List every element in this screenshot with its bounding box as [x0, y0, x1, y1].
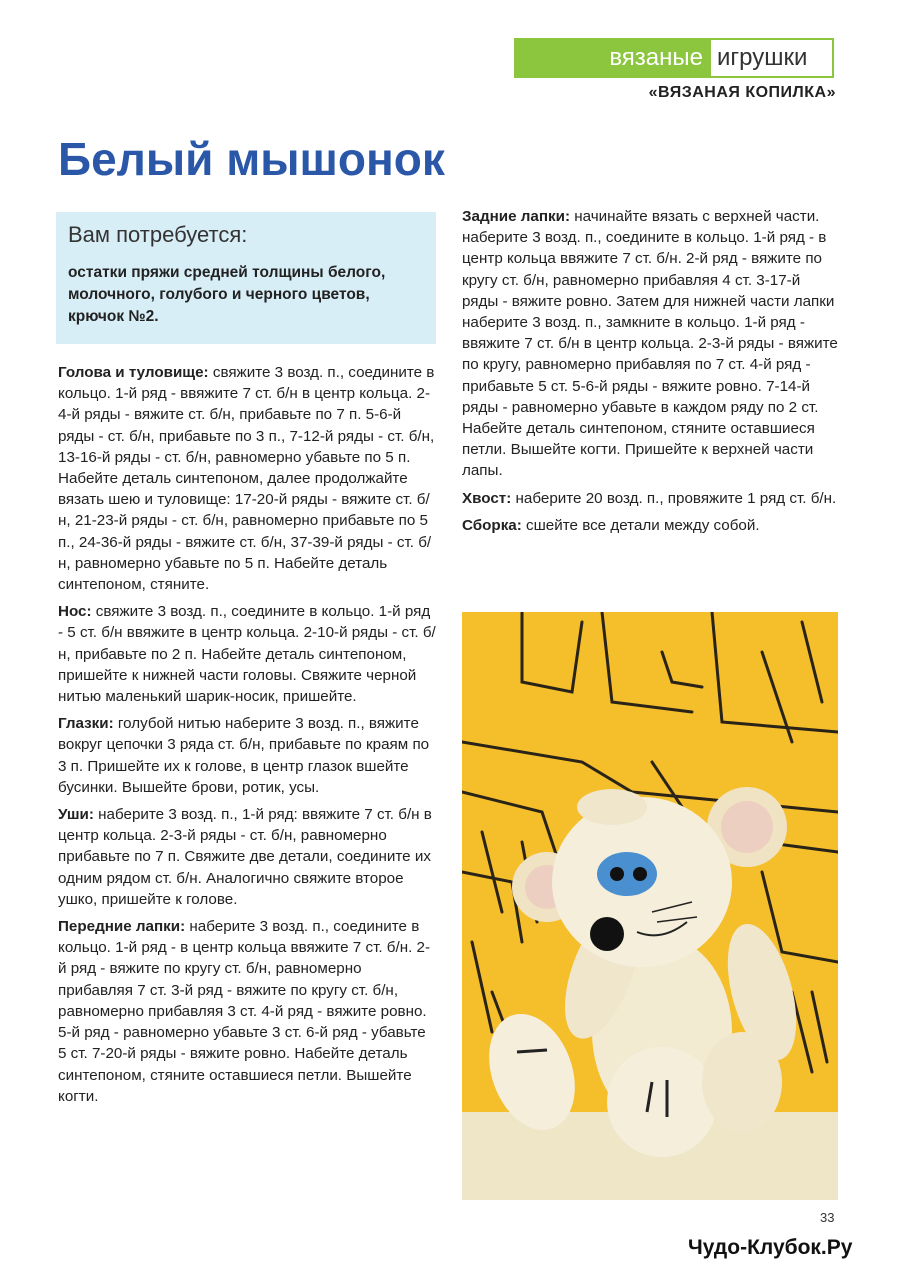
materials-box	[56, 212, 436, 344]
section-tail-label: Хвост:	[462, 489, 512, 507]
section-back-paws-label: Задние лапки:	[462, 208, 571, 225]
section-eyes-text: голубой нитью наберите 3 возд. п., вяжите вокруг цепочки 3 ряда ст. б/н, прибавьте по краям по 3 п. Пришейте их к голове, в центр глазок вшейте бусинки. Вышейте брови, ротик, усы.	[58, 715, 430, 796]
section-nose-label: Нос:	[58, 603, 92, 621]
section-head	[58, 362, 438, 595]
materials-text: остатки пряжи средней толщины белого, молочного, голубого и черного цветов, крючок №2.	[68, 264, 386, 325]
page-title: Белый мышонок	[58, 133, 445, 185]
watermark: Чудо-Клубок.Ру	[688, 1236, 853, 1259]
section-eyes	[58, 713, 438, 798]
section-tail-text: наберите 20 возд. п., провяжите 1 ряд ст. б/н.	[511, 489, 837, 507]
section-assembly	[462, 515, 840, 536]
section-tag-word2: игрушки	[711, 40, 832, 76]
section-front-paws	[58, 916, 438, 1107]
section-ears	[58, 804, 438, 910]
section-tag-word1: вязаные	[516, 40, 711, 76]
section-ears-label: Уши:	[58, 806, 94, 824]
section-assembly-text: сшейте все детали между собой.	[521, 516, 760, 534]
section-head-label: Голова и туловище:	[58, 364, 209, 381]
right-column	[462, 206, 840, 542]
mouse-illustration	[462, 612, 838, 1200]
section-assembly-label: Сборка:	[462, 516, 522, 534]
section-front-paws-text: наберите 3 возд. п., соедините в кольцо. 1-й ряд - в центр кольца ввяжите 7 ст. б/н. 2-й ряд - вяжите по кругу ст. б/н, равномерно прибавляя 7 ст. 3-й ряд - вяжите по кругу ст. б/н, равномерно прибавляя 3 ст. 4-й ряд - вяжите ровно. 5-й ряд - равномерно убавьте 3 ст. 6-й ряд - убавьте 5 ст. 7-20-й ряды - вяжите ровно. Набейте деталь синтепоном, стяните оставшиеся петли. Вышейте когти.	[58, 918, 431, 1105]
section-eyes-label: Глазки:	[58, 715, 114, 733]
mouse-photo	[462, 612, 838, 1200]
section-tag	[514, 38, 834, 78]
page-number: 33	[820, 1210, 835, 1225]
section-nose	[58, 601, 438, 707]
section-ears-text: наберите 3 возд. п., 1-й ряд: ввяжите 7 ст. б/н в центр кольца. 2-3-й ряды - ст. б/н, равномерно прибавьте по 7 п. Свяжите две детали, соедините их одним рядом ст. б/н. Аналогично свяжите второе ушко, пришейте к голове.	[58, 806, 432, 908]
left-column	[58, 362, 438, 1113]
section-tail	[462, 488, 840, 509]
section-back-paws-text: начинайте вязать с верхней части. наберите 3 возд. п., соедините в кольцо. 1-й ряд - в центр кольца ввяжите 7 ст. б/н. 2-й ряд - вяжите по кругу ст. б/н, равномерно прибавляя 4 ст. 3-17-й ряды - вяжите ровно. Затем для нижней части лапки наберите 3 возд. п., замкните в кольцо. 1-й ряд - ввяжите 7 ст. б/н в центр кольца. 2-3-й ряды - вяжите по кругу, равномерно прибавляя по 7 ст. 4-й ряд - прибавьте 5 ст. 5-6-й ряды - вяжите ровно. 7-14-й ряды - равномерно убавьте в каждом ряду по 2 ст. Набейте деталь синтепоном, стяните оставшиеся петли. Вышейте когти. Пришейте к верхней части лапы.	[462, 208, 838, 480]
section-front-paws-label: Передние лапки:	[58, 918, 186, 936]
materials-heading: Вам потребуется:	[68, 222, 248, 247]
section-nose-text: свяжите 3 возд. п., соедините в кольцо. 1-й ряд - 5 ст. б/н ввяжите в центр кольца. 2-10-й ряды - ст. б/н, прибавьте по 2 п. Набейте деталь синтепоном, пришейте к нижней части головы. Свяжите черной нитью маленький шарик-носик, пришейте.	[58, 603, 436, 706]
section-head-text: свяжите 3 возд. п., соедините в кольцо. 1-й ряд - ввяжите 7 ст. б/н в центр кольца. 2-4-й ряды - вяжите ст. б/н, прибавьте по 7 п. 5-6-й ряды - ст. б/н, прибавьте по 3 п., 7-12-й ряды - ст. б/н, 13-16-й ряды - ст. б/н, равномерно убавьте по 5 п. Набейте деталь синтепоном, далее продолжайте вязать шею и туловище: 17-20-й ряды - вяжите ст. б/н, 21-23-й ряды - ст. б/н, равномерно прибавьте по 5 п., 24-36-й ряды - вяжите ст. б/н, 37-39-й ряды - ст. б/н, равномерно убавьте по 5 п. Набейте деталь синтепоном, стяните.	[58, 364, 435, 594]
section-back-paws	[462, 206, 840, 482]
rubric-title: «ВЯЗАНАЯ КОПИЛКА»	[648, 84, 836, 101]
